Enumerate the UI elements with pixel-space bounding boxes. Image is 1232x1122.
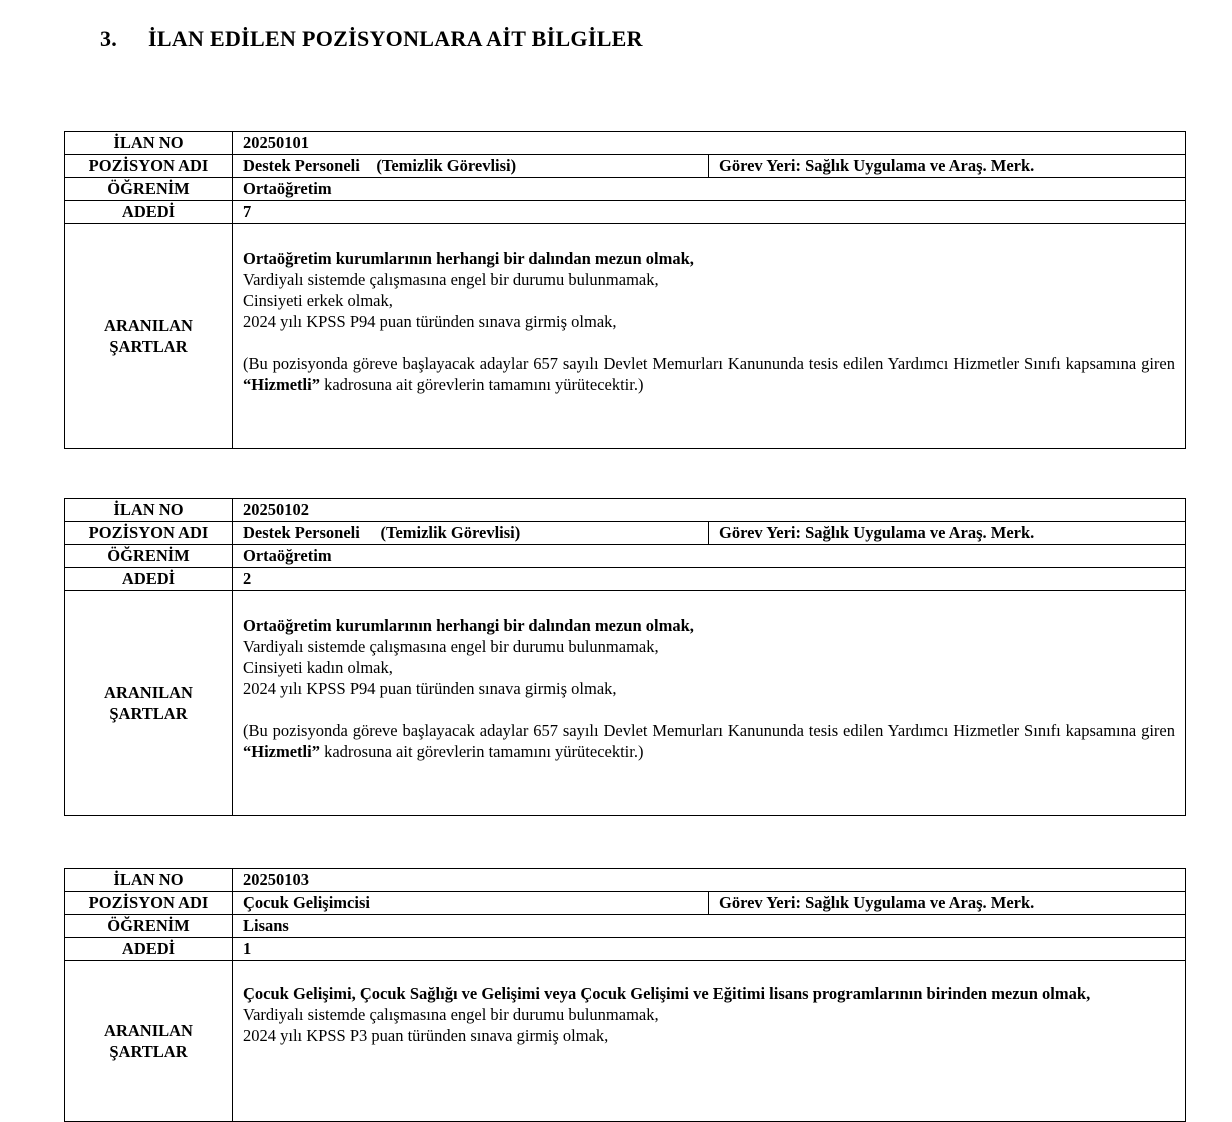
- aranilan-sartlar-label: [65, 224, 233, 449]
- requirement-note: [243, 353, 1175, 395]
- section-number: 3.: [100, 26, 118, 51]
- note-text: (Bu pozisyonda göreve başlayacak adaylar 657 sayılı Devlet Memurları Kanununda tesis edilen Yardımcı Hizmetler Sınıfı kapsamına giren: [243, 354, 1175, 373]
- adedi-label: ADEDİ: [65, 201, 233, 224]
- ogrenim-label: ÖĞRENİM: [65, 178, 233, 201]
- pozisyon-adi-label: POZİSYON ADI: [65, 892, 233, 915]
- requirement-education: Çocuk Gelişimi, Çocuk Sağlığı ve Gelişimi veya Çocuk Gelişimi ve Eğitimi lisans programlarının birinden mezun olmak,: [243, 984, 1091, 1003]
- sartlar-label: ŞARTLAR: [109, 337, 188, 356]
- ilan-no-value: 20250102: [233, 499, 1186, 522]
- section-title: İLAN EDİLEN POZİSYONLARA AİT BİLGİLER: [148, 26, 643, 51]
- gorev-yeri-value: Görev Yeri: Sağlık Uygulama ve Araş. Merk.: [709, 522, 1186, 545]
- pozisyon-adi-value: Çocuk Gelişimcisi: [233, 892, 709, 915]
- requirement-line: Cinsiyeti kadın olmak,: [243, 658, 393, 677]
- requirement-education: Ortaöğretim kurumlarının herhangi bir dalından mezun olmak,: [243, 249, 694, 268]
- note-bold: “Hizmetli”: [243, 742, 320, 761]
- adedi-value: 2: [233, 568, 1186, 591]
- adedi-value: 1: [233, 938, 1186, 961]
- requirement-line: Cinsiyeti erkek olmak,: [243, 291, 393, 310]
- ogrenim-label: ÖĞRENİM: [65, 915, 233, 938]
- ilan-no-value: 20250101: [233, 132, 1186, 155]
- ilan-no-value: 20250103: [233, 869, 1186, 892]
- ogrenim-value: Lisans: [233, 915, 1186, 938]
- requirements-cell: [233, 961, 1186, 1122]
- position-table-20250102: [64, 498, 1186, 816]
- requirement-line: Vardiyalı sistemde çalışmasına engel bir durumu bulunmamak,: [243, 637, 659, 656]
- requirement-line: Vardiyalı sistemde çalışmasına engel bir durumu bulunmamak,: [243, 270, 659, 289]
- sartlar-label: ŞARTLAR: [109, 704, 188, 723]
- ilan-no-label: İLAN NO: [65, 499, 233, 522]
- ilan-no-label: İLAN NO: [65, 869, 233, 892]
- requirement-line: 2024 yılı KPSS P94 puan türünden sınava girmiş olmak,: [243, 312, 617, 331]
- aranilan-sartlar-label: [65, 961, 233, 1122]
- adedi-label: ADEDİ: [65, 938, 233, 961]
- aranilan-sartlar-label: [65, 591, 233, 816]
- adedi-label: ADEDİ: [65, 568, 233, 591]
- requirement-line: 2024 yılı KPSS P94 puan türünden sınava girmiş olmak,: [243, 679, 617, 698]
- adedi-value: 7: [233, 201, 1186, 224]
- pozisyon-adi-value: Destek Personeli (Temizlik Görevlisi): [233, 522, 709, 545]
- note-bold: “Hizmetli”: [243, 375, 320, 394]
- ilan-no-label: İLAN NO: [65, 132, 233, 155]
- requirement-education: Ortaöğretim kurumlarının herhangi bir dalından mezun olmak,: [243, 616, 694, 635]
- pozisyon-adi-label: POZİSYON ADI: [65, 522, 233, 545]
- gorev-yeri-value: Görev Yeri: Sağlık Uygulama ve Araş. Merk.: [709, 892, 1186, 915]
- aranilan-label: ARANILAN: [104, 1021, 193, 1040]
- requirement-line: Vardiyalı sistemde çalışmasına engel bir durumu bulunmamak,: [243, 1005, 659, 1024]
- pozisyon-adi-value: Destek Personeli (Temizlik Görevlisi): [233, 155, 709, 178]
- ogrenim-label: ÖĞRENİM: [65, 545, 233, 568]
- aranilan-label: ARANILAN: [104, 683, 193, 702]
- position-table-20250103: [64, 868, 1186, 1122]
- note-text-end: kadrosuna ait görevlerin tamamını yürütecektir.): [319, 742, 644, 761]
- note-text: (Bu pozisyonda göreve başlayacak adaylar 657 sayılı Devlet Memurları Kanununda tesis edilen Yardımcı Hizmetler Sınıfı kapsamına giren: [243, 721, 1175, 740]
- requirements-cell: [233, 591, 1186, 816]
- ogrenim-value: Ortaöğretim: [233, 545, 1186, 568]
- aranilan-label: ARANILAN: [104, 316, 193, 335]
- requirement-note: [243, 720, 1175, 762]
- sartlar-label: ŞARTLAR: [109, 1042, 188, 1061]
- requirement-line: 2024 yılı KPSS P3 puan türünden sınava girmiş olmak,: [243, 1026, 609, 1045]
- section-heading: [100, 26, 643, 52]
- ogrenim-value: Ortaöğretim: [233, 178, 1186, 201]
- pozisyon-adi-label: POZİSYON ADI: [65, 155, 233, 178]
- note-text-end: kadrosuna ait görevlerin tamamını yürütecektir.): [319, 375, 644, 394]
- position-table-20250101: [64, 131, 1186, 449]
- requirements-cell: [233, 224, 1186, 449]
- gorev-yeri-value: Görev Yeri: Sağlık Uygulama ve Araş. Merk.: [709, 155, 1186, 178]
